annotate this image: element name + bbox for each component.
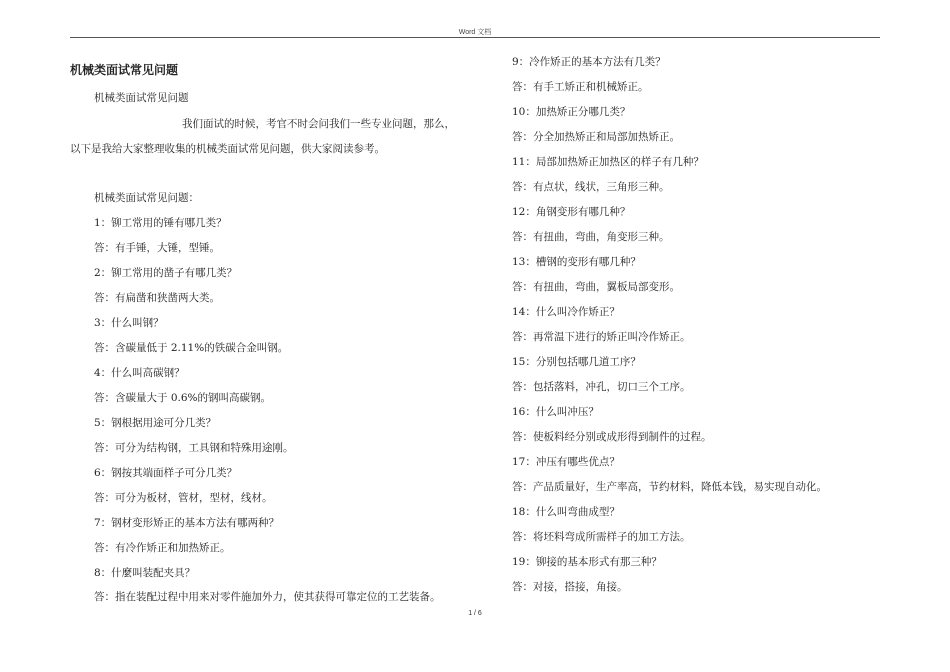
answer-item: 答：指在装配过程中用来对零件施加外力，使其获得可靠定位的工艺装备。 [94, 591, 441, 603]
answer-item: 答：有扁凿和狭凿两大类。 [94, 292, 220, 304]
answer-item: 答：将坯料弯成所需样子的加工方法。 [512, 531, 691, 543]
answer-item: 答：有手锤，大锤，型锤。 [94, 242, 220, 254]
answer-item: 答：有手工矫正和机械矫正。 [512, 81, 649, 93]
answer-item: 答：含碳量低于 2.11%的铁碳合金叫钢。 [94, 342, 289, 354]
intro-subtitle: 机械类面试常见问题 [94, 92, 189, 104]
header-divider [70, 37, 880, 38]
question-item: 18：什么叫弯曲成型？ [512, 506, 620, 518]
question-item: 3：什么叫钢？ [94, 317, 164, 329]
answer-item: 答：使板料经分别或成形得到制件的过程。 [512, 431, 712, 443]
question-item: 16：什么叫冲压？ [512, 406, 599, 418]
question-item: 14：什么叫冷作矫正？ [512, 306, 620, 318]
answer-item: 答：有扭曲，弯曲，角变形三种。 [512, 231, 670, 243]
question-item: 15：分别包括哪几道工序？ [512, 356, 641, 368]
answer-item: 答：含碳量大于 0.6%的钢叫高碳钢。 [94, 392, 272, 404]
answer-item: 答：产品质量好，生产率高，节约材料，降低本钱，易实现自动化。 [512, 481, 827, 493]
question-item: 5：钢根据用途可分几类？ [94, 417, 217, 429]
answer-item: 答：再常温下进行的矫正叫冷作矫正。 [512, 331, 691, 343]
question-item: 9：冷作矫正的基本方法有几类？ [512, 56, 666, 68]
answer-item: 答：有扭曲，弯曲，翼板局部变形。 [512, 281, 680, 293]
question-item: 6：钢按其端面样子可分几类？ [94, 467, 238, 479]
header-label: Word 文档 [458, 29, 492, 36]
question-item: 4：什么叫高碳钢？ [94, 367, 185, 379]
answer-item: 答：可分为板材，管材，型材，线材。 [94, 492, 273, 504]
document-title: 机械类面试常见问题 [70, 63, 179, 77]
question-item: 8：什麼叫装配夹具？ [94, 567, 196, 579]
question-item: 13：槽钢的变形有哪几种？ [512, 256, 641, 268]
answer-item: 答：有冷作矫正和加热矫正。 [94, 542, 231, 554]
question-item: 10：加热矫正分哪几类？ [512, 106, 631, 118]
list-heading: 机械类面试常见问题： [94, 192, 199, 204]
page-number: 1 / 6 [468, 610, 482, 617]
answer-item: 答：可分为结构钢，工具钢和特殊用途刚。 [94, 442, 294, 454]
question-item: 7：钢材变形矫正的基本方法有哪两种？ [94, 517, 280, 529]
answer-item: 答：包括落料，冲孔，切口三个工序。 [512, 381, 691, 393]
question-item: 17：冲压有哪些优点？ [512, 456, 620, 468]
intro-paragraph-line1: 我们面试的时候，考官不时会问我们一些专业问题，那么， [182, 118, 455, 130]
question-item: 1：铆工常用的锤有哪几类？ [94, 217, 227, 229]
intro-paragraph-line2: 以下是我给大家整理收集的机械类面试常见问题，供大家阅读参考。 [70, 143, 385, 155]
answer-item: 答：分全加热矫正和局部加热矫正。 [512, 131, 680, 143]
question-item: 12：角钢变形有哪几种？ [512, 206, 631, 218]
question-item: 19：铆接的基本形式有那三种？ [512, 556, 662, 568]
answer-item: 答：对接，搭接，角接。 [512, 581, 628, 593]
question-item: 2：铆工常用的凿子有哪几类？ [94, 267, 238, 279]
question-item: 11：局部加热矫正加热区的样子有几种？ [512, 156, 704, 168]
answer-item: 答：有点状，线状，三角形三种。 [512, 181, 670, 193]
